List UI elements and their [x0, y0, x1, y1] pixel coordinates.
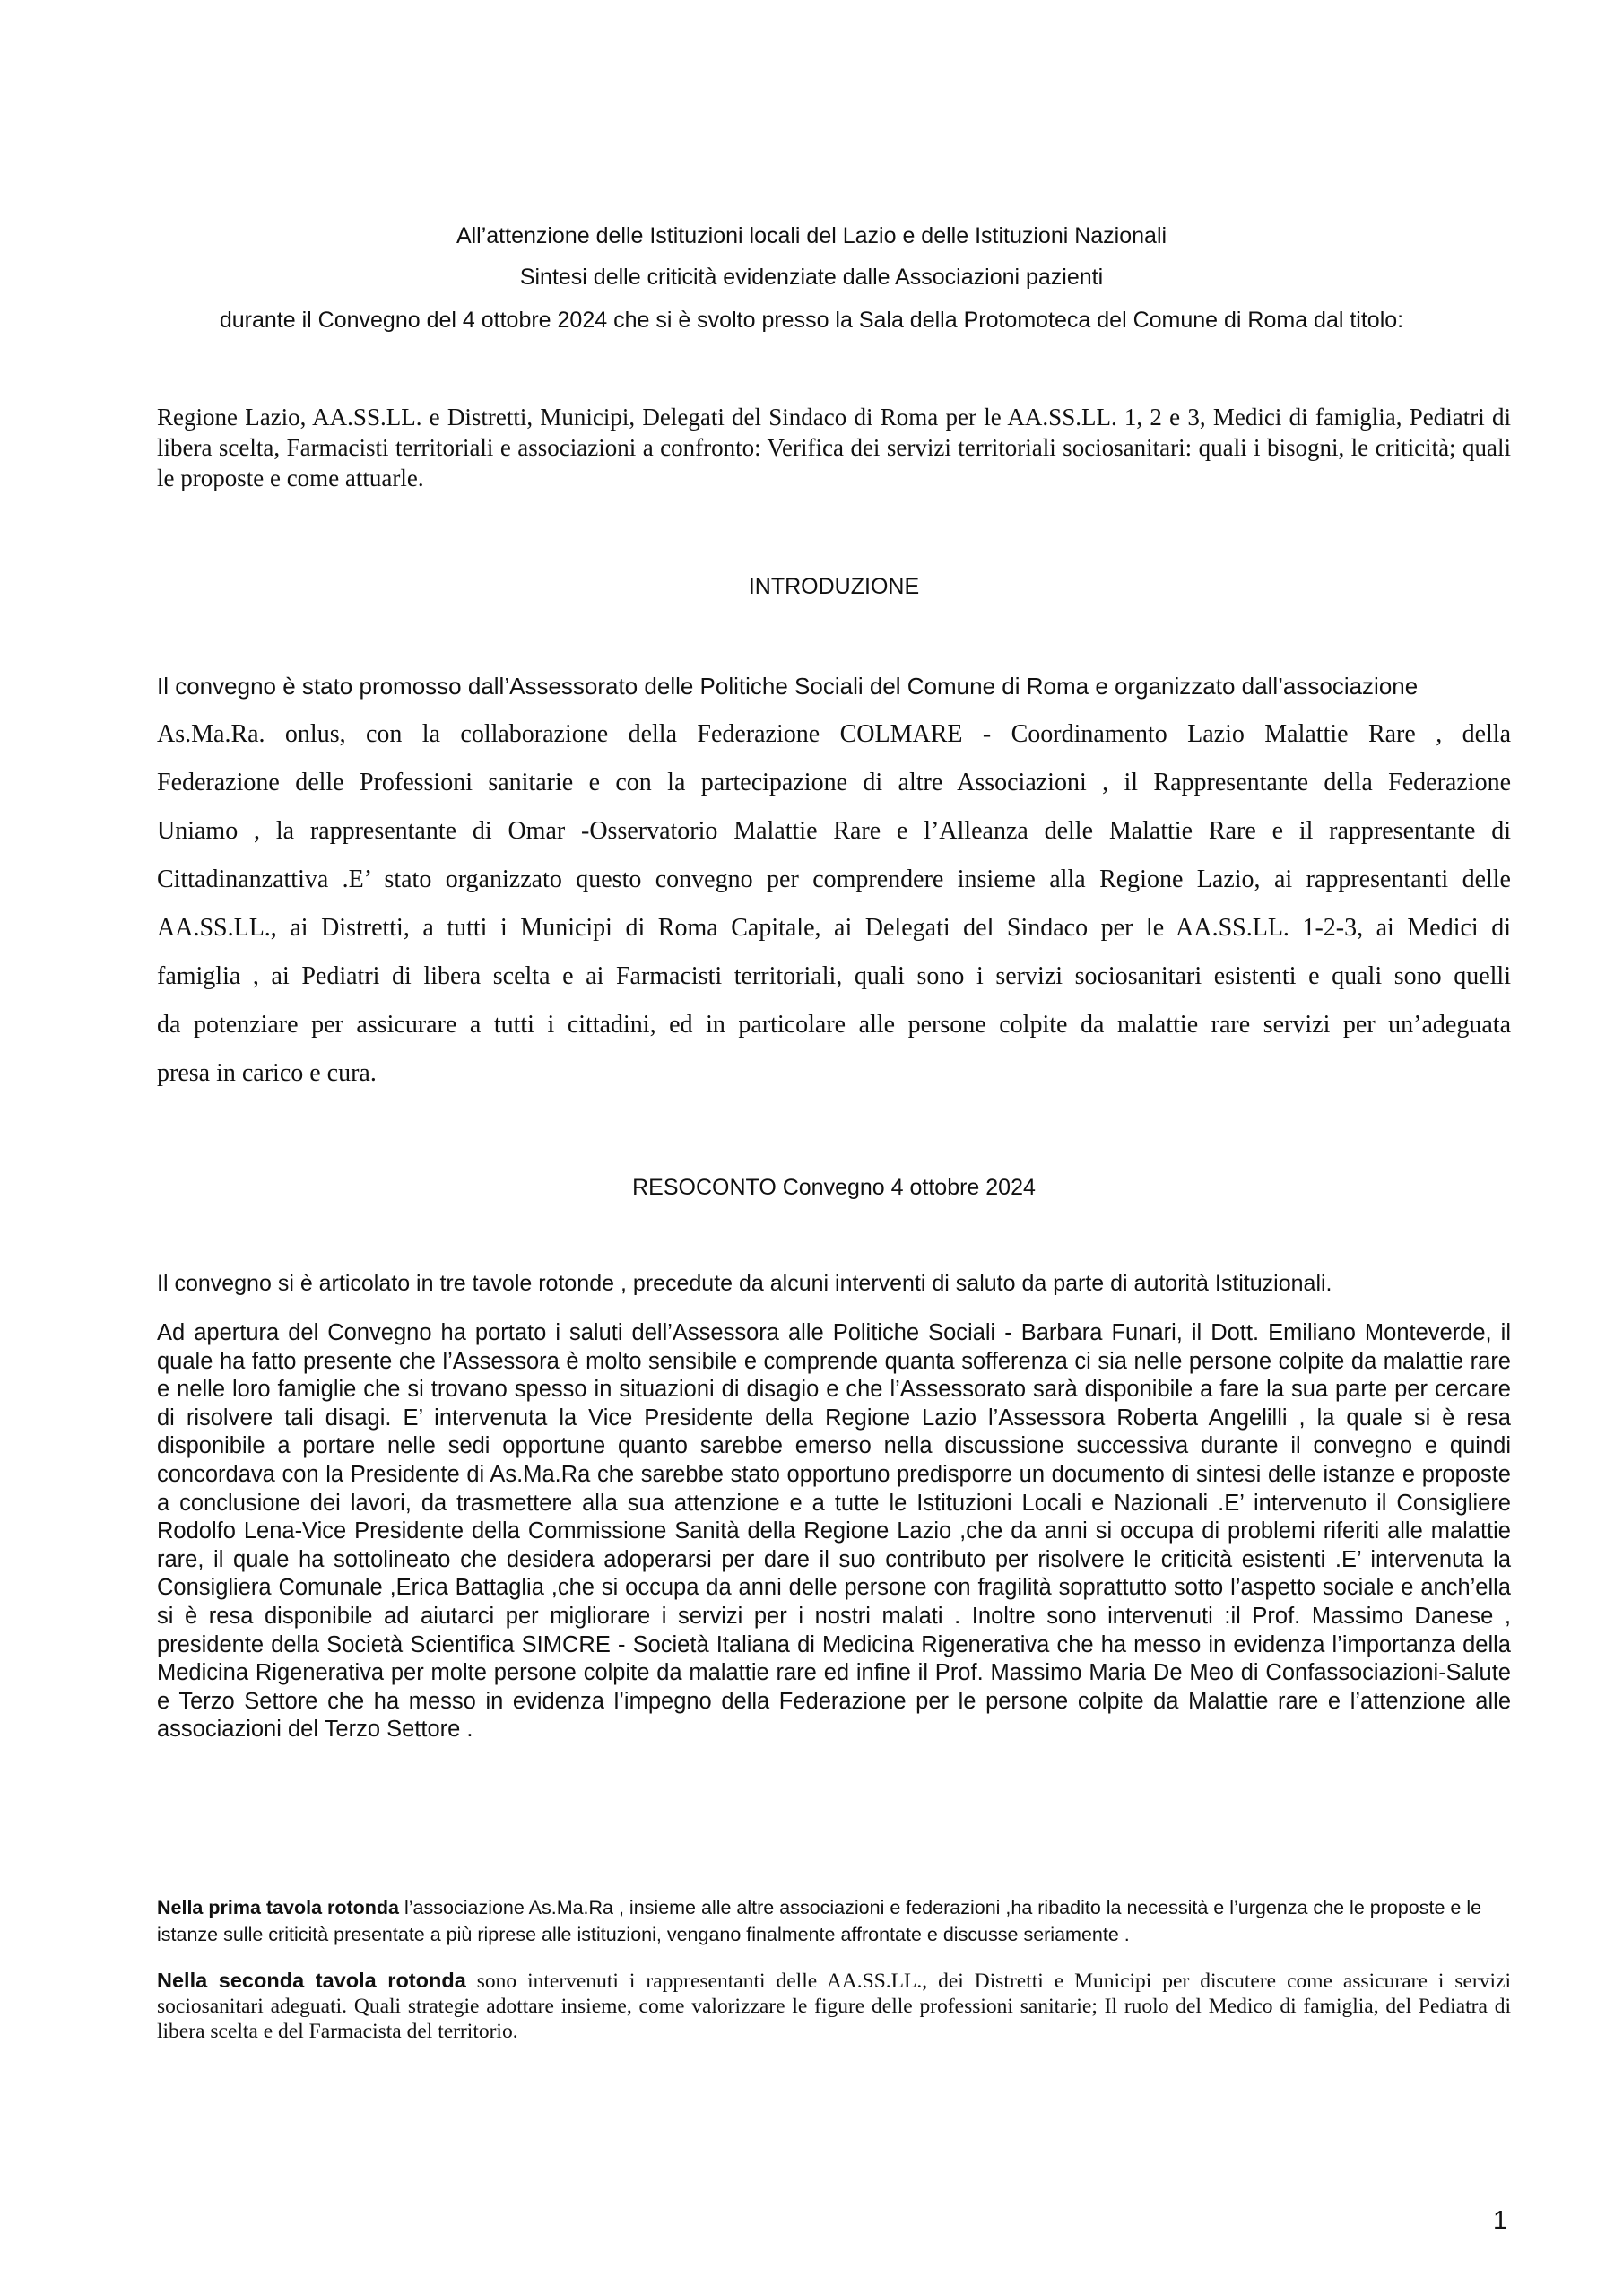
intro-line: Federazione delle Professioni sanitarie e con la partecipazione di altre Associazioni , il Rappresentante della Federazione	[157, 769, 1511, 796]
resoconto-paragraph-3	[157, 1894, 1511, 1948]
resoconto-paragraph-2: Ad apertura del Convegno ha portato i saluti dell’Assessora alle Politiche Sociali - Barbara Funari, il Dott. Emiliano Monteverde, il quale ha fatto presente che l’Assessora è molto sensibile e comprende quanta sofferenza ci sia nelle persone colpite da malattie rare e nelle loro famiglie che si trovano spesso in situazioni di disagio e che l’Assessorato sarà disponibile a fare la sua parte per cercare di risolvere tali disagi. E’ intervenuta la Vice Presidente della Regione Lazio l’Assessora Roberta Angelilli , la quale si è resa disponibile a portare nelle sedi opportune quanto sarebbe emerso nella discussione successiva durante il convegno e quindi concordava con la Presidente di As.Ma.Ra che sarebbe stato opportuno predisporre un documento di sintesi delle istanze e proposte a conclusione dei lavori, da trasmettere alla sua attenzione e a tutte le Istituzioni Locali e Nazionali .E’ intervenuto il Consigliere Rodolfo Lena-Vice Presidente della Commissione Sanità della Regione Lazio ,che da anni si occupa di problemi riferiti alle malattie rare, il quale ha sottolineato che desidera adoperarsi per dare il suo contributo per risolvere le criticità esistenti .E’ intervenuta la Consigliera Comunale ,Erica Battaglia ,che si occupa da anni delle persone con fragilità soprattutto sotto l’aspetto sociale e anch’ella si è resa disponibile ad aiutarci per migliorare i servizi per i nostri malati . Inoltre sono intervenuti :il Prof. Massimo Danese , presidente della Società Scientifica SIMCRE - Società Italiana di Medicina Rigenerativa che ha messo in evidenza l’importanza della Medicina Rigenerativa per molte persone colpite da malattie rare ed infine il Prof. Massimo Maria De Meo di Confassociazioni-Salute e Terzo Settore che ha messo in evidenza l’impegno della Federazione per le persone colpite da Malattie rare e l’attenzione alle associazioni del Terzo Settore .	[157, 1320, 1511, 1743]
intro-line: Uniamo , la rappresentante di Omar -Osservatorio Malattie Rare e l’Alleanza delle Malattie Rare e il rappresentante di	[157, 817, 1511, 845]
intro-line: Il convegno è stato promosso dall’Assessorato delle Politiche Sociali del Comune di Roma e organizzato dall’associazione	[157, 673, 1419, 700]
paragraph-4-lead: Nella seconda tavola rotonda	[157, 1969, 466, 1992]
paragraph-4-text: sono intervenuti i rappresentanti delle AA.SS.LL., dei Distretti e Municipi per discutere come assicurare i servizi sociosanitari adeguati. Quali strategie adottare insieme, come valorizzare le figure delle professioni sanitarie; Il ruolo del Medico di famiglia, del Pediatra di libera scelta e del Farmacista del territorio.	[157, 1970, 1511, 2043]
paragraph-3-lead: Nella prima tavola rotonda	[157, 1897, 400, 1918]
section-title-introduzione: INTRODUZIONE	[748, 574, 920, 599]
header-line-3: durante il Convegno del 4 ottobre 2024 che si è svolto presso la Sala della Protomoteca del Comune di Roma dal titolo:	[219, 308, 1404, 333]
intro-line: AA.SS.LL., ai Distretti, a tutti i Municipi di Roma Capitale, ai Delegati del Sindaco per le AA.SS.LL. 1-2-3, ai Medici di	[157, 914, 1511, 942]
intro-line: As.Ma.Ra. onlus, con la collaborazione della Federazione COLMARE - Coordinamento Lazio Malattie Rare , della	[157, 720, 1511, 748]
introduction-paragraph	[157, 662, 1511, 1098]
intro-line: da potenziare per assicurare a tutti i cittadini, ed in particolare alle persone colpite da malattie rare servizi per un’adeguata	[157, 1011, 1511, 1039]
resoconto-paragraph-4	[157, 1968, 1511, 2044]
section-title-resoconto: RESOCONTO Convegno 4 ottobre 2024	[632, 1175, 1036, 1200]
intro-line: Cittadinanzattiva .E’ stato organizzato questo convegno per comprendere insieme alla Regione Lazio, ai rappresentanti delle	[157, 865, 1511, 893]
intro-line: presa in carico e cura.	[157, 1059, 377, 1087]
header-line-2: Sintesi delle criticità evidenziate dalle Associazioni pazienti	[519, 265, 1104, 290]
page-number: 1	[1493, 2206, 1508, 2235]
resoconto-paragraph-1: Il convegno si è articolato in tre tavole rotonde , precedute da alcuni interventi di saluto da parte di autorità Istituzionali.	[157, 1271, 1332, 1296]
paragraph-3-text: l’associazione As.Ma.Ra , insieme alle altre associazioni e federazioni ,ha ribadito la necessità e l’urgenza che le proposte e le istanze sulle criticità presentate a più riprese alle istituzioni, vengano finalmente affrontate e discusse seriamente .	[157, 1897, 1482, 1945]
intro-line: famiglia , ai Pediatri di libera scelta e ai Farmacisti territoriali, quali sono i servizi sociosanitari esistenti e quali sono quelli	[157, 962, 1511, 990]
header-line-1: All’attenzione delle Istituzioni locali del Lazio e delle Istituzioni Nazionali	[456, 223, 1167, 248]
conference-title: Regione Lazio, AA.SS.LL. e Distretti, Municipi, Delegati del Sindaco di Roma per le AA.SS.LL. 1, 2 e 3, Medici di famiglia, Pediatri di libera scelta, Farmacisti territoriali e associazioni a confronto: Verifica dei servizi territoriali sociosanitari: quali i bisogni, le criticità; quali le proposte e come attuarle.	[157, 404, 1511, 491]
